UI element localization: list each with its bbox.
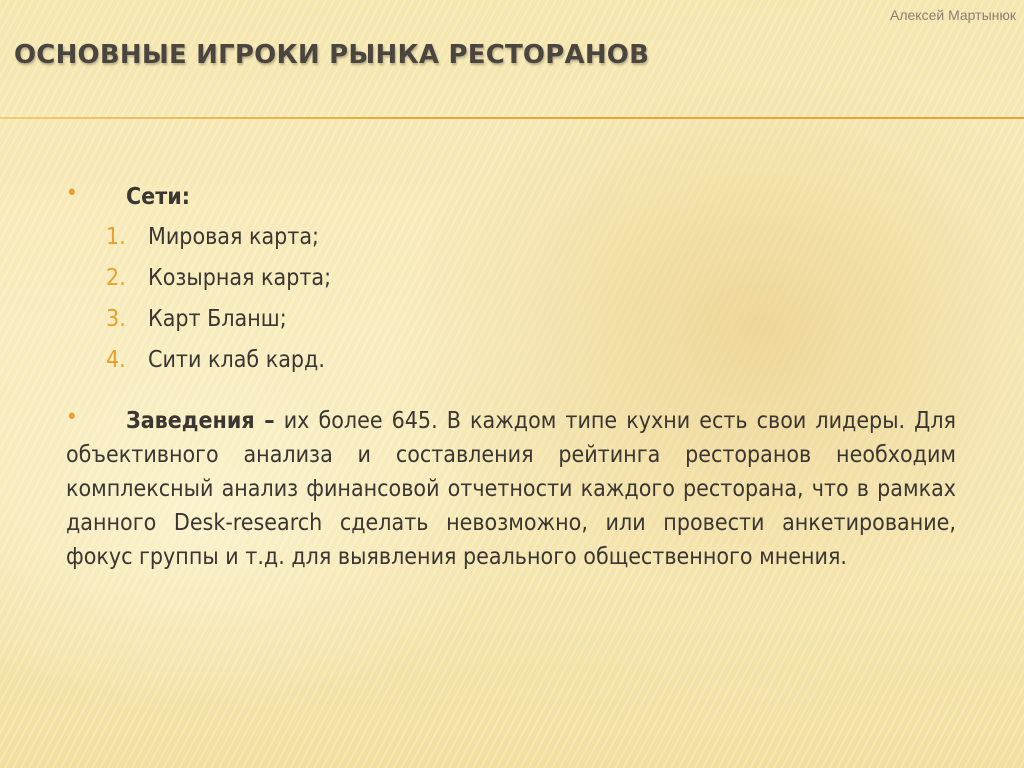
establishments-text: их более 645. В каждом типе кухни есть свои лидеры. Для объективного анализа и составления рейтинга ресторанов необходим комплексный анализ финансовой отчетности каждого ресторана, что в рамках данного Desk-research сделать невозможно, или провести анкетирование, фокус группы и т.д. для выявления реального общественного мнения. <box>66 408 957 570</box>
list-item-number: 3. <box>106 306 126 332</box>
establishments-heading: Заведения – <box>126 408 275 434</box>
list-item-text: Мировая карта; <box>148 224 320 250</box>
list-item <box>106 343 956 384</box>
list-item-number: 4. <box>106 347 126 373</box>
list-item-text: Козырная карта; <box>148 265 332 291</box>
list-item-number: 1. <box>106 224 126 250</box>
bullet-icon: • <box>66 181 78 206</box>
list-item <box>106 220 956 261</box>
slide-title: ОСНОВНЫЕ ИГРОКИ РЫНКА РЕСТОРАНОВ <box>14 40 650 70</box>
networks-bullet <box>66 180 956 214</box>
networks-heading: Сети: <box>126 184 190 210</box>
establishments-paragraph <box>66 404 956 574</box>
list-item-number: 2. <box>106 265 126 291</box>
slide-body <box>66 180 956 597</box>
networks-list <box>106 220 956 384</box>
bullet-icon: • <box>66 405 78 430</box>
list-item-text: Сити клаб кард. <box>148 347 325 373</box>
list-item <box>106 302 956 343</box>
title-divider <box>0 117 1024 119</box>
list-item <box>106 261 956 302</box>
author-name: Алексей Мартынюк <box>890 7 1016 23</box>
list-item-text: Карт Бланш; <box>148 306 287 332</box>
